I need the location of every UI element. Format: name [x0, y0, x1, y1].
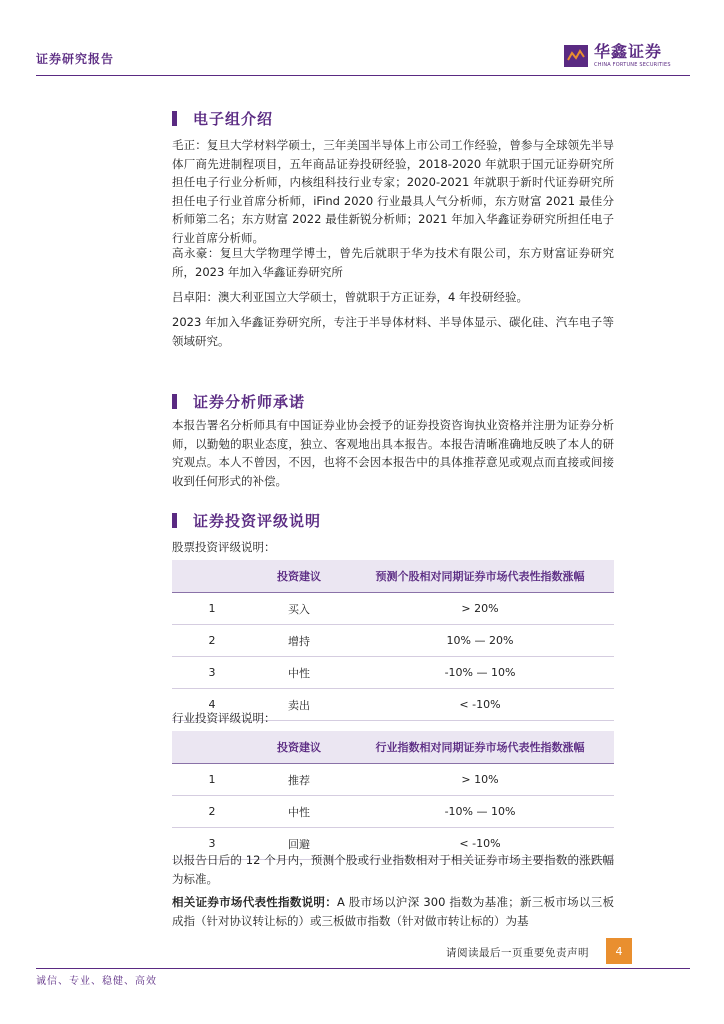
analyst-bio-1: 毛正：复旦大学材料学硕士，三年美国半导体上市公司工作经验，曾参与全球领先半导体厂商先进制程项目，五年商品证券投研经验，2018-2020 年就职于国元证券研究所担任电子行业分析师，内核组科技行业专家；2020-2021 年就职于新时代证券研究所担任电子行业首席分析师，iFind 2020 行业最具人气分析师，东方财富 2021 最佳分析师第二名；东方财富 2022 最佳新锐分析师；2021 年加入华鑫证券研究所担任电子行业首席分析师。	[172, 138, 614, 245]
table-header-cell: 投资建议	[252, 731, 346, 764]
table-cell: < -10%	[346, 689, 614, 721]
table-header-cell: 投资建议	[252, 560, 346, 593]
table-cell: 买入	[252, 593, 346, 625]
stock-rating-table	[172, 560, 614, 721]
table-row	[172, 625, 614, 657]
table-header-cell: 预测个股相对同期证券市场代表性指数涨幅	[346, 560, 614, 593]
table-header-row	[172, 731, 614, 764]
table-row	[172, 657, 614, 689]
table-cell: > 10%	[346, 764, 614, 796]
logo-en-text: CHINA FORTUNE SECURITIES	[594, 62, 671, 68]
industry-rating-label: 行业投资评级说明：	[172, 711, 276, 725]
section-title: 证券分析师承诺	[193, 393, 306, 411]
table-cell: 回避	[252, 828, 346, 860]
analyst-bio-4: 2023 年加入华鑫证券研究所，专注于半导体材料、半导体显示、碳化硅、汽车电子等领域研究。	[172, 315, 614, 348]
table-row	[172, 593, 614, 625]
table-cell: 推荐	[252, 764, 346, 796]
footer-slogan: 诚信、专业、稳健、高效	[36, 976, 157, 987]
table-header-row	[172, 560, 614, 593]
table-cell: 2	[172, 796, 252, 828]
disclaimer-note: 请阅读最后一页重要免责声明	[446, 947, 589, 959]
section-bar-icon	[172, 111, 177, 126]
table-cell: 中性	[252, 796, 346, 828]
commitment-paragraph: 本报告署名分析师具有中国证券业协会授予的证券投资咨询执业资格并注册为证券分析师，以勤勉的职业态度，独立、客观地出具本报告。本报告清晰准确地反映了本人的研究观点。本人不曾因，不因，也将不会因本报告中的具体推荐意见或观点而直接或间接收到任何形式的补偿。	[172, 418, 614, 488]
section-rating-heading	[172, 510, 321, 531]
table-cell: 3	[172, 828, 252, 860]
company-logo	[564, 44, 671, 68]
section-title: 证券投资评级说明	[193, 512, 322, 530]
analyst-bio-3: 吕卓阳：澳大利亚国立大学硕士，曾就职于方正证券，4 年投研经验。	[172, 290, 528, 304]
stock-rating-label: 股票投资评级说明：	[172, 540, 276, 554]
table-cell: 3	[172, 657, 252, 689]
index-note-label: 相关证券市场代表性指数说明：	[172, 895, 337, 909]
table-cell: 1	[172, 764, 252, 796]
section-bar-icon	[172, 394, 177, 409]
table-row	[172, 796, 614, 828]
table-header-cell: 行业指数相对同期证券市场代表性指数涨幅	[346, 731, 614, 764]
section-team-heading	[172, 108, 273, 129]
footer-divider	[36, 968, 690, 969]
section-bar-icon	[172, 513, 177, 528]
table-cell: 2	[172, 625, 252, 657]
industry-rating-table	[172, 731, 614, 860]
table-cell: 4	[172, 689, 252, 721]
section-title: 电子组介绍	[193, 110, 274, 128]
table-cell: -10% — 10%	[346, 657, 614, 689]
table-cell: -10% — 10%	[346, 796, 614, 828]
table-row	[172, 764, 614, 796]
rating-period-note: 以报告日后的 12 个月内，预测个股或行业指数相对于相关证券市场主要指数的涨跌幅为标准。	[172, 853, 614, 886]
table-cell: 10% — 20%	[346, 625, 614, 657]
table-cell: > 20%	[346, 593, 614, 625]
analyst-bio-2: 高永豪：复旦大学物理学博士，曾先后就职于华为技术有限公司，东方财富证券研究所，2023 年加入华鑫证券研究所	[172, 246, 614, 279]
table-header-cell	[172, 560, 252, 593]
table-cell: 1	[172, 593, 252, 625]
index-note-text: A 股市场以沪深 300 指数为基准；新三板市场以三板成指（针对协议转让标的）或三板做市指数（针对做市转让标的）为基	[172, 895, 615, 928]
page-number: 4	[606, 938, 632, 964]
header-divider	[36, 75, 690, 76]
table-cell: < -10%	[346, 828, 614, 860]
logo-cn-text: 华鑫证券	[594, 42, 663, 61]
logo-mark-icon	[564, 45, 588, 67]
index-note	[172, 893, 614, 930]
table-cell: 卖出	[252, 689, 346, 721]
table-cell: 中性	[252, 657, 346, 689]
table-header-cell	[172, 731, 252, 764]
table-cell: 增持	[252, 625, 346, 657]
section-commitment-heading	[172, 391, 305, 412]
report-type-label: 证券研究报告	[36, 52, 115, 66]
